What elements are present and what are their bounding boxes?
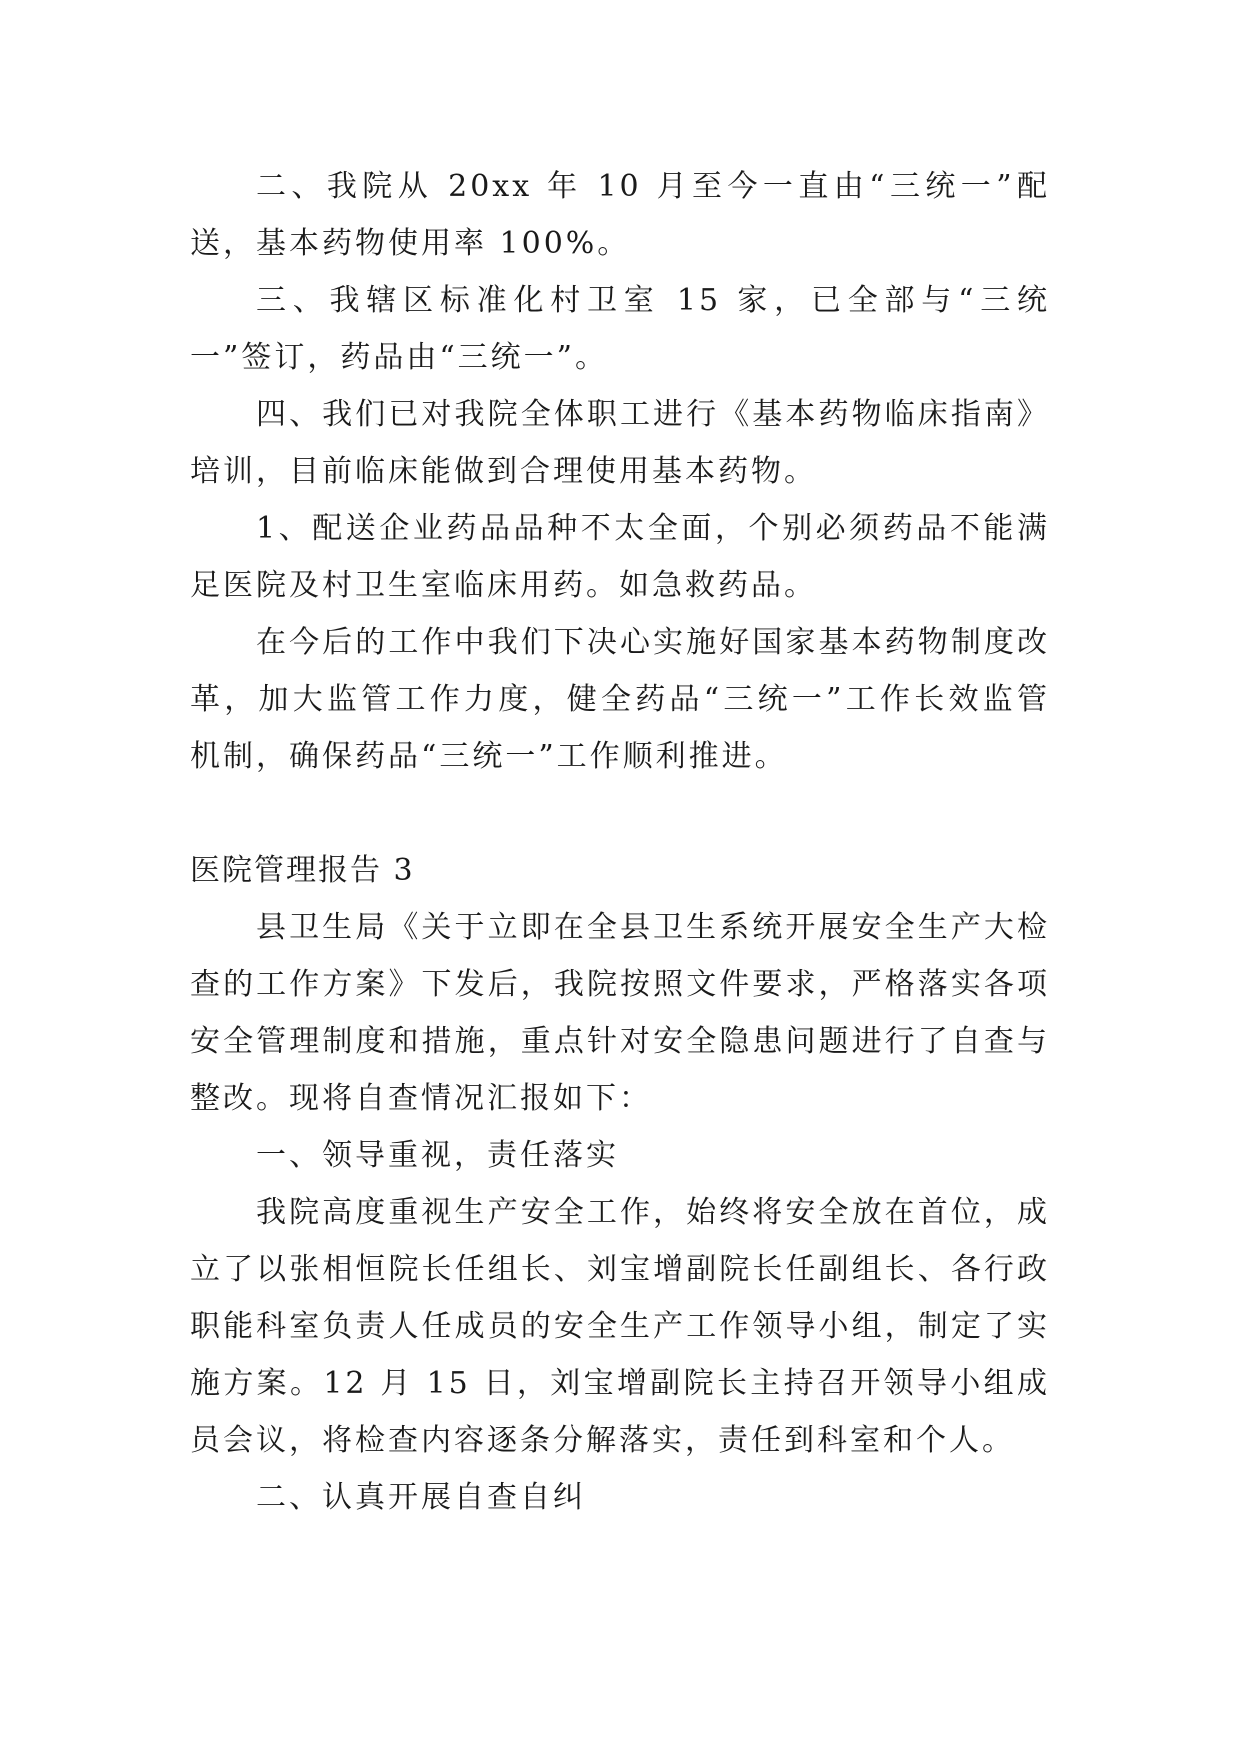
paragraph-drug-delivery: 二、我院从 20xx 年 10 月至今一直由“三统一”配送，基本药物使用率 100%。 [190, 169, 1050, 261]
document-body [190, 158, 1050, 1526]
paragraph-staff-training: 四、我们已对我院全体职工进行《基本药物临床指南》培训，目前临床能做到合理使用基本药物。 [190, 397, 1050, 489]
paragraph-leadership-group: 我院高度重视生产安全工作，始终将安全放在首位，成立了以张相恒院长任组长、刘宝增副院长任副组长、各行政职能科室负责人任成员的安全生产工作领导小组，制定了实施方案。12 月 15 日，刘宝增副院长主持召开领导小组成员会议，将检查内容逐条分解落实，责任到科室和个人。 [190, 1195, 1050, 1458]
paragraph-village-clinics: 三、我辖区标准化村卫室 15 家，已全部与“三统一”签订，药品由“三统一”。 [190, 283, 1050, 375]
paragraph-introduction: 县卫生局《关于立即在全县卫生系统开展安全生产大检查的工作方案》下发后，我院按照文件要求，严格落实各项安全管理制度和措施，重点针对安全隐患问题进行了自查与整改。现将自查情况汇报如下： [190, 910, 1050, 1116]
subheading-leadership: 一、领导重视，责任落实 [256, 1138, 619, 1173]
paragraph-supply-issue: 1、配送企业药品品种不太全面，个别必须药品不能满足医院及村卫生室临床用药。如急救药品。 [190, 511, 1050, 603]
paragraph-future-work: 在今后的工作中我们下决心实施好国家基本药物制度改革，加大监管工作力度，健全药品“三统一”工作长效监管机制，确保药品“三统一”工作顺利推进。 [190, 625, 1050, 774]
section-spacer [190, 785, 1050, 842]
subheading-self-inspection: 二、认真开展自查自纠 [256, 1480, 586, 1515]
report-title: 医院管理报告 3 [190, 853, 415, 888]
